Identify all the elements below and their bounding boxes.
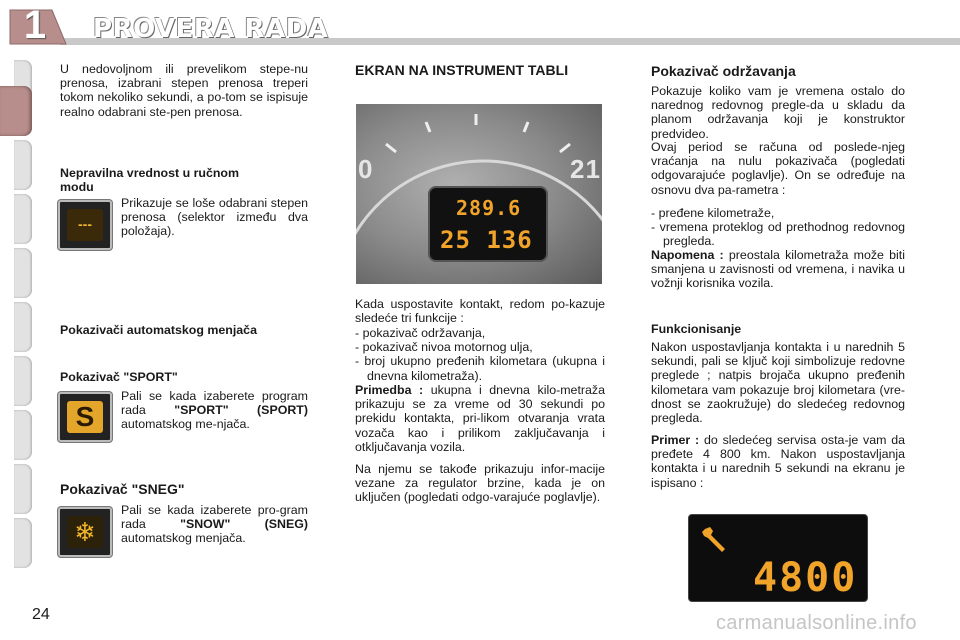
sport-s-icon: S	[67, 401, 103, 433]
maintenance-display-image	[688, 514, 868, 602]
odometer-display	[428, 186, 548, 262]
wrench-icon	[701, 525, 731, 555]
chapter-tab[interactable]	[14, 356, 32, 406]
watermark: carmanualsonline.info	[716, 612, 917, 634]
sport-heading: Pokazivač "SPORT"	[60, 370, 178, 384]
list-item: - vremena proteklog od prethodnog redovnog pregleda.	[651, 220, 905, 249]
total-readout: 25 136	[440, 226, 533, 254]
snow-indicator	[58, 507, 112, 557]
chapter-tab[interactable]	[14, 464, 32, 514]
maintenance-note	[651, 248, 905, 291]
maintenance-heading: Pokazivač održavanja	[651, 63, 796, 79]
chapter-tab[interactable]	[14, 518, 32, 568]
function-heading: Funkcionisanje	[651, 322, 742, 336]
list-item: - broj ukupno pređenih kilometara (ukupna i dnevna kilometraža).	[355, 354, 605, 383]
wrong-value-heading-line1: Nepravilna vrednost u ručnom	[60, 166, 240, 180]
note-text: preostala kilometraža može biti smanjena u zavisnosti od vremena, i navika u vožnji korisnika vozila.	[651, 248, 905, 291]
chapter-tab[interactable]	[14, 194, 32, 244]
list-item-text: vremena proteklog od prethodnog redovnog pregleda.	[659, 220, 905, 249]
note-text: ukupna i dnevna kilo-metraža prikazuju se za vreme od 30 sekundi po prekidu kontakta, pri-likom otvaranja vrata vozača kao i prilikom zaključavanja i otključavanja vozila.	[355, 383, 605, 454]
list-item-text: broj ukupno pređenih kilometara (ukupna i dnevna kilometraža).	[364, 354, 605, 383]
list-item-text: pređene kilometraže,	[658, 206, 775, 220]
list-item: - pređene kilometraže,	[651, 206, 775, 220]
wrong-value-text: Prikazuje se loše odabrani stepen prenosa (selektor između dva položaja).	[121, 196, 308, 239]
intro-paragraph: U nedovoljnom ili prevelikom stepe-nu prenosa, izabrani stepen prenosa treperi tokom nekoliko sekundi, a po-tom se ispisuje realno odabrani ste-pen prenosa.	[60, 62, 308, 119]
chapter-tab[interactable]	[14, 410, 32, 460]
sport-indicator	[58, 392, 112, 442]
instrument-cluster-image	[356, 104, 602, 284]
snow-text-part1: Pali se kada izaberete pro-gram rada	[121, 503, 308, 532]
display-note	[355, 383, 605, 454]
snow-text	[121, 503, 308, 546]
auto-transmission-heading: Pokazivači automatskog menjača	[60, 323, 257, 337]
gear-error-indicator	[58, 200, 112, 250]
list-item: - pokazivač nivoa motornog ulja,	[355, 340, 533, 355]
sport-text-bold: "SPORT" (SPORT)	[174, 403, 308, 418]
snowflake-icon: ❄	[67, 516, 103, 548]
chapter-tab[interactable]	[14, 248, 32, 298]
example-label: Primer :	[651, 433, 700, 447]
gauge-number-right: 21	[570, 154, 601, 184]
maintenance-p1: Pokazuje koliko vam je vremena ostalo do narednog redovnog pregle-da u skladu da planom održavanja koji je konstruktor predvideo.	[651, 84, 905, 141]
instrument-panel-heading: EKRAN NA INSTRUMENT TABLI	[355, 62, 569, 78]
snow-heading: Pokazivač "SNEG"	[60, 481, 185, 497]
note-label: Primedba :	[355, 383, 424, 397]
display-intro: Kada uspostavite kontakt, redom po-kazuje sledeće tri funkcije :	[355, 297, 605, 326]
page-header	[0, 0, 960, 56]
chapter-number: 1	[23, 3, 47, 47]
display-functions-list	[355, 326, 605, 383]
dashes-icon: ---	[67, 209, 103, 241]
note-label: Napomena :	[651, 248, 724, 262]
trip-readout: 289.6	[456, 196, 522, 220]
maintenance-km-readout: 4800	[753, 555, 858, 601]
chapter-tabs	[0, 60, 34, 580]
sport-text	[121, 389, 308, 432]
example-paragraph	[651, 433, 905, 490]
example-text: do sledećeg servisa osta-je vam da pređete 4 800 km. Nakon uspostavljanja kontakta i u narednih 5 sekundi na ekranu je ispisano :	[651, 433, 905, 490]
maintenance-params-list	[651, 206, 905, 249]
gauge-number-left: 0	[358, 154, 374, 184]
list-item-text: pokazivač nivoa motornog ulja,	[362, 340, 533, 355]
wrong-value-heading-line2: modu	[60, 180, 94, 195]
chapter-tab[interactable]	[14, 302, 32, 352]
page-title: PROVERA RADA	[93, 14, 329, 44]
page-number: 24	[32, 606, 50, 623]
sport-text-part2: automatskog me-njača.	[121, 417, 250, 432]
list-item: - pokazivač održavanja,	[355, 326, 486, 340]
wrong-value-heading	[60, 166, 308, 194]
cruise-control-paragraph: Na njemu se takođe prikazuju infor-macije vezane za regulator brzine, kada je on uključen (pogledati odgo-varajuće poglavlje).	[355, 462, 605, 505]
list-item-text: pokazivač održavanja,	[362, 326, 486, 340]
snow-text-bold: "SNOW" (SNEG)	[180, 517, 308, 532]
chapter-tab-active[interactable]	[0, 86, 32, 136]
maintenance-p2: Ovaj period se računa od poslede-njeg vraćanja na nulu pokazivača (pogledati odgovarajuće poglavlje). On se određuje na osnovu dva pa-rametra :	[651, 140, 905, 197]
function-text: Nakon uspostavljanja kontakta i u narednih 5 sekundi, pali se ključ koji simbolizuje redovne preglede ; natpis brojača ukupno pređenih kilometara vam pokazuje broj kilometara (vre-dnost se zaokružuje) do sledećeg redovnog pregleda.	[651, 340, 905, 426]
chapter-tab[interactable]	[14, 140, 32, 190]
snow-text-part2: automatskog menjača.	[121, 531, 246, 546]
sport-text-part1: Pali se kada izaberete program rada	[121, 389, 308, 418]
